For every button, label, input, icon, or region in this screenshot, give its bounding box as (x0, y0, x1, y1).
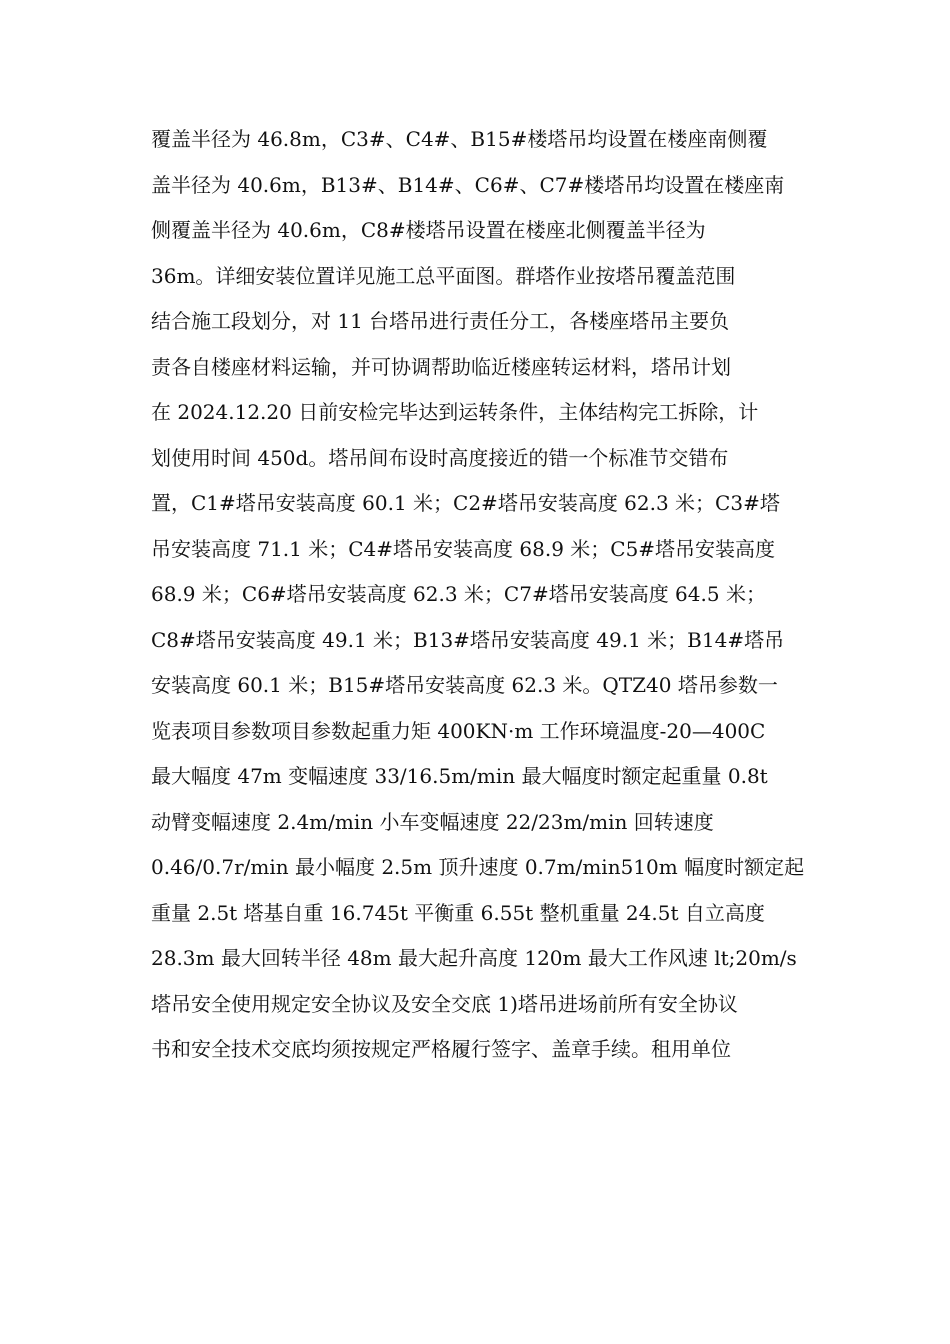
body-text (151, 117, 811, 1073)
text-line: 最大幅度 47m 变幅速度 33/16.5m/min 最大幅度时额定起重量 0.8t (151, 764, 768, 788)
text-line: 36m。详细安装位置详见施工总平面图。群塔作业按塔吊覆盖范围 (151, 263, 736, 288)
text-line: 动臂变幅速度 2.4m/min 小车变幅速度 22/23m/min 回转速度 (151, 809, 714, 834)
text-line: 68.9 米；C6#塔吊安装高度 62.3 米；C7#塔吊安装高度 64.5 米； (151, 582, 766, 606)
text-line: 覆盖半径为 46.8m，C3#、C4#、B15#楼塔吊均设置在楼座南侧覆 (151, 127, 768, 151)
text-line: 责各自楼座材料运输，并可协调帮助临近楼座转运材料，塔吊计划 (151, 354, 731, 379)
text-line: 重量 2.5t 塔基自重 16.745t 平衡重 6.55t 整机重量 24.5t 自立高度 (151, 900, 765, 925)
text-line: 安装高度 60.1 米；B15#塔吊安装高度 62.3 米。QTZ40 塔吊参数一 (151, 673, 778, 697)
text-line: 在 2024.12.20 日前安检完毕达到运转条件，主体结构完工拆除，计 (151, 400, 759, 424)
text-line: 0.46/0.7r/min 最小幅度 2.5m 顶升速度 0.7m/min510m 幅度时额定起 (151, 855, 805, 879)
text-line: 置，C1#塔吊安装高度 60.1 米；C2#塔吊安装高度 62.3 米；C3#塔 (151, 491, 780, 515)
text-line: 书和安全技术交底均须按规定严格履行签字、盖章手续。租用单位 (151, 1037, 731, 1061)
text-line: 侧覆盖半径为 40.6m，C8#楼塔吊设置在楼座北侧覆盖半径为 (151, 218, 706, 242)
text-line: C8#塔吊安装高度 49.1 米；B13#塔吊安装高度 49.1 米；B14#塔吊 (151, 627, 785, 652)
text-line: 塔吊安全使用规定安全协议及安全交底 1)塔吊进场前所有安全协议 (151, 991, 738, 1016)
text-line: 28.3m 最大回转半径 48m 最大起升高度 120m 最大工作风速 lt;20m/s (151, 946, 797, 970)
text-line: 览表项目参数项目参数起重力矩 400KN·m 工作环境温度-20—400C (151, 718, 766, 743)
text-line: 结合施工段划分，对 11 台塔吊进行责任分工，各楼座塔吊主要负 (151, 309, 730, 333)
text-line: 盖半径为 40.6m，B13#、B14#、C6#、C7#楼塔吊均设置在楼座南 (151, 172, 785, 197)
text-line: 划使用时间 450d。塔吊间布设时高度接近的错一个标准节交错布 (151, 445, 729, 470)
text-line: 吊安装高度 71.1 米；C4#塔吊安装高度 68.9 米；C5#塔吊安装高度 (151, 536, 776, 561)
